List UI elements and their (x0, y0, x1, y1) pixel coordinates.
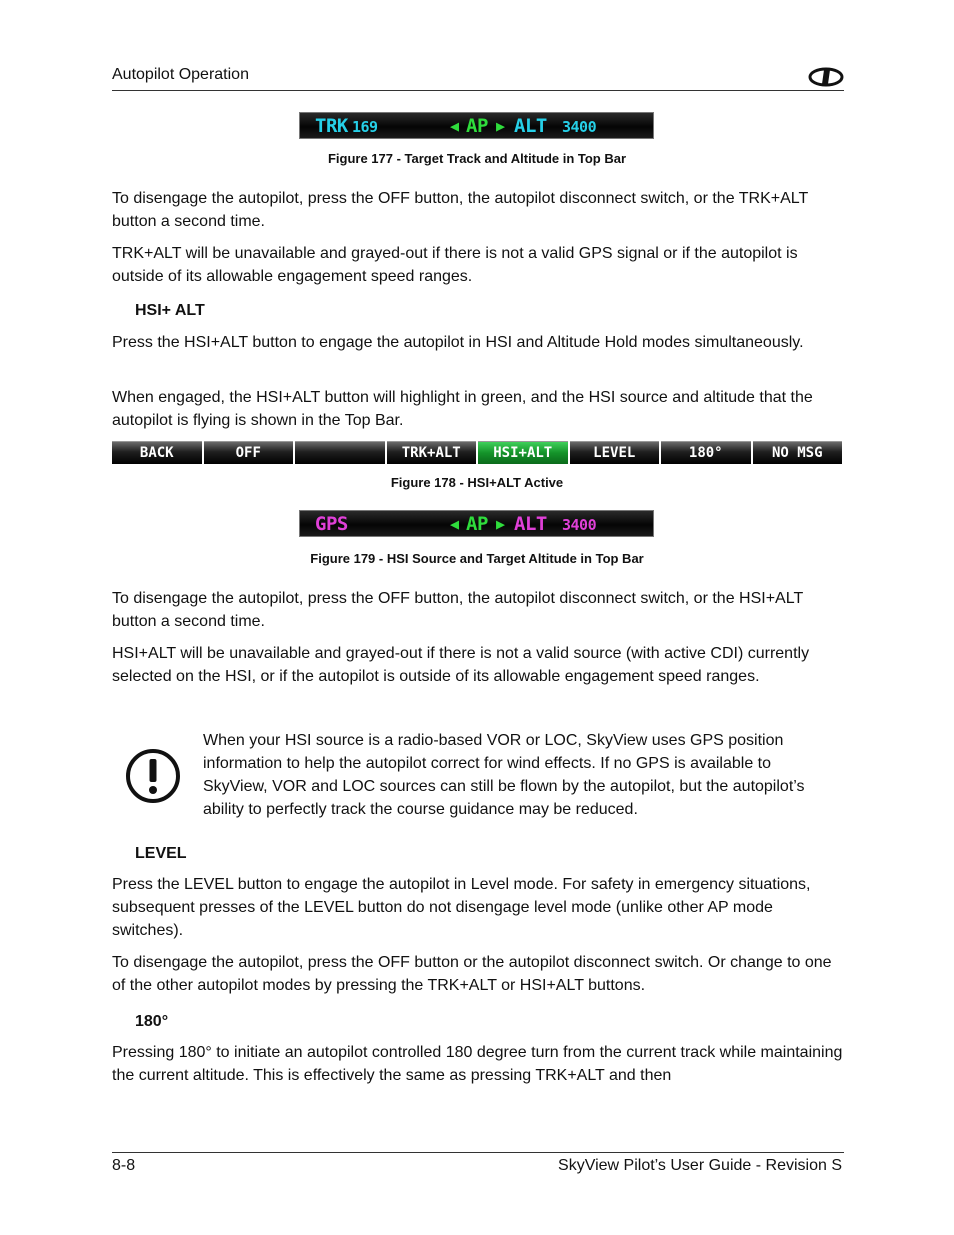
turn-180-button[interactable]: 180° (661, 441, 751, 464)
level-button[interactable]: LEVEL (570, 441, 660, 464)
paragraph-hsi-unavailable: HSI+ALT will be unavailable and grayed-out if there is not a valid source (with active CDI) currently selected on the HSI, or if the autopilot is outside of its allowable engagement speed ranges. (112, 645, 810, 685)
figure-177-caption: Figure 177 - Target Track and Altitude in Top Bar (327, 151, 627, 166)
ap-left-arrow-icon: ◀ (450, 117, 459, 135)
top-bar-figure-179 (299, 510, 654, 537)
paragraph-hsi-engaged: When engaged, the HSI+ALT button will highlight in green, and the HSI source and altitude that the autopilot is flying is shown in the Top Bar. (112, 389, 813, 429)
ap-label: AP (466, 115, 488, 137)
blank-button[interactable] (295, 441, 385, 464)
paragraph-hsi-engage: Press the HSI+ALT button to engage the autopilot in HSI and Altitude Hold modes simultaneously. (112, 334, 804, 351)
page-number: 8-8 (112, 1157, 136, 1174)
paragraph-disengage-hsi: To disengage the autopilot, press the OFF button, the autopilot disconnect switch, or the HSI+ALT button a second time. (112, 590, 803, 630)
trk-label: TRK (315, 115, 348, 137)
heading-hsi-alt: HSI+ ALT (135, 302, 205, 319)
ap-label: AP (466, 513, 488, 535)
heading-level: LEVEL (135, 845, 187, 862)
back-button[interactable]: BACK (112, 441, 202, 464)
gps-label: GPS (315, 513, 348, 535)
paragraph-trk-unavailable: TRK+ALT will be unavailable and grayed-out if there is not a valid GPS signal or if the autopilot is outside of its allowable engagement speed ranges. (112, 245, 798, 285)
trk-alt-button[interactable]: TRK+ALT (387, 441, 477, 464)
paragraph-disengage-trk: To disengage the autopilot, press the OFF button, the autopilot disconnect switch, or the TRK+ALT button a second time. (112, 190, 808, 230)
hsi-alt-button[interactable]: HSI+ALT (478, 441, 568, 464)
page-header-title: Autopilot Operation (112, 66, 249, 83)
footer-rule (112, 1152, 844, 1153)
alt-value: 3400 (562, 516, 597, 534)
note-vor-loc: When your HSI source is a radio-based VOR or LOC, SkyView uses GPS position information to help the autopilot correct for wind effects. If no GPS is available to SkyView, VOR and LOC sources can still be flown by the autopilot, but the autopilot’s ability to perfectly track the course guidance may be reduced. (203, 732, 805, 818)
trk-value: 169 (352, 118, 378, 136)
alt-label: ALT (514, 513, 547, 535)
figure-179-caption: Figure 179 - HSI Source and Target Altitude in Top Bar (310, 551, 644, 566)
button-bar-figure-178 (112, 441, 842, 464)
paragraph-level-disengage: To disengage the autopilot, press the OFF button or the autopilot disconnect switch. Or change to one of the other autopilot modes by pressing the TRK+ALT or HSI+ALT buttons. (112, 954, 832, 994)
guide-title: SkyView Pilot’s User Guide - Revision S (558, 1157, 842, 1174)
ap-right-arrow-icon: ▶ (496, 515, 505, 533)
alt-value: 3400 (562, 118, 597, 136)
top-bar-figure-177 (299, 112, 654, 139)
dynon-logo-icon (808, 67, 844, 87)
alt-label: ALT (514, 115, 547, 137)
paragraph-level-engage: Press the LEVEL button to engage the autopilot in Level mode. For safety in emergency situations, subsequent presses of the LEVEL button do not disengage level mode (unlike other AP mode switches). (112, 876, 811, 939)
ap-left-arrow-icon: ◀ (450, 515, 459, 533)
heading-180: 180° (135, 1013, 169, 1030)
no-msg-button[interactable]: NO MSG (753, 441, 843, 464)
paragraph-180-turn: Pressing 180° to initiate an autopilot controlled 180 degree turn from the current track while maintaining the current altitude. This is effectively the same as pressing TRK+ALT and then (112, 1044, 843, 1084)
ap-right-arrow-icon: ▶ (496, 117, 505, 135)
warning-exclamation-icon (125, 748, 181, 804)
off-button[interactable]: OFF (204, 441, 294, 464)
header-rule (112, 90, 844, 91)
figure-178-caption: Figure 178 - HSI+ALT Active (390, 475, 564, 490)
